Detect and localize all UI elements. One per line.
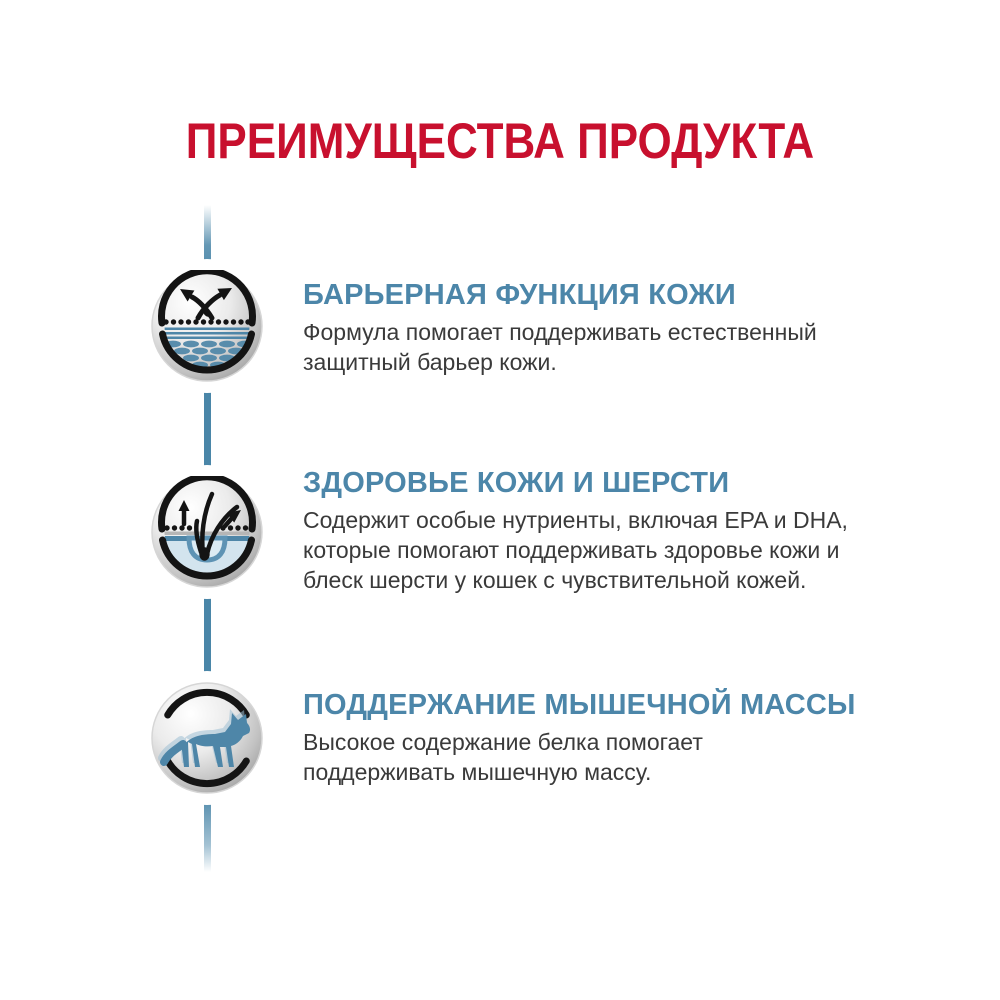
benefit-icon-circle [140,259,274,393]
benefit-heading: ЗДОРОВЬЕ КОЖИ И ШЕРСТИ [303,467,730,499]
benefit-heading: БАРЬЕРНАЯ ФУНКЦИЯ КОЖИ [303,279,736,311]
benefit-icon-circle [140,671,274,805]
skin-and-coat-icon [151,476,263,588]
benefit-item-skin-barrier [303,280,943,377]
benefit-description-line: защитный барьер кожи. [303,349,557,375]
skin-barrier-icon [151,270,263,382]
benefit-description [303,727,943,787]
benefit-description-line: Формула помогает поддерживать естественный [303,319,817,345]
benefit-description-line: Содержит особые нутриенты, включая EPA и DHA, [303,507,848,533]
benefit-heading: ПОДДЕРЖАНИЕ МЫШЕЧНОЙ МАССЫ [303,689,856,721]
page-title: ПРЕИМУЩЕСТВА ПРОДУКТА [185,113,815,169]
benefit-icon-circle [140,465,274,599]
benefit-description-line: поддерживать мышечную массу. [303,759,652,785]
benefit-item-muscle-mass [303,690,943,787]
muscle-mass-cat-icon [151,682,263,794]
benefit-description-line: которые помогают поддерживать здоровье кожи и [303,537,840,563]
benefit-item-skin-coat [303,468,943,595]
benefit-description [303,505,943,595]
benefit-description-line: Высокое содержание белка помогает [303,729,703,755]
benefit-description-line: блеск шерсти у кошек с чувствительной кожей. [303,567,807,593]
benefit-description [303,317,943,377]
